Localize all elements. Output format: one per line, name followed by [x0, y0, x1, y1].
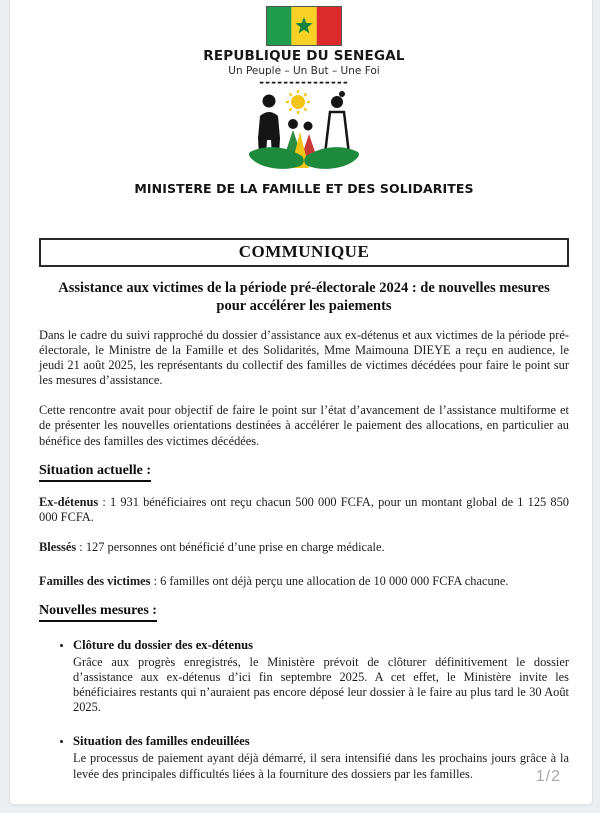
ministry-name: MINISTERE DE LA FAMILLE ET DES SOLIDARITES: [134, 181, 474, 196]
document-title: Assistance aux victimes de la période pré-électorale 2024 : de nouvelles mesures pour accélérer les paiements: [58, 280, 550, 314]
item-ex-detenus: [39, 495, 569, 525]
item-text: : 1 931 bénéficiaires ont reçu chacun 500 000 FCFA, pour un montant global de 1 125 850 000 FCFA.: [39, 494, 569, 524]
letterhead: [39, 6, 569, 196]
item-blesses: [39, 540, 569, 555]
bullet-title: • Situation des familles endeuillées: [73, 734, 250, 749]
section-heading-mesures: Nouvelles mesures :: [39, 602, 569, 622]
document-content: [10, 0, 592, 782]
item-text: : 6 familles ont déjà perçu une allocation de 10 000 000 FCFA chacune.: [150, 573, 509, 588]
item-familles-victimes: [39, 574, 569, 589]
bullet-title: • Clôture du dossier des ex-détenus: [73, 638, 254, 653]
item-label: Ex-détenus: [39, 494, 99, 509]
republic-title: REPUBLIQUE DU SENEGAL: [203, 48, 405, 64]
document-page: [9, 0, 593, 805]
list-item: [73, 734, 569, 781]
item-label: Blessés: [39, 539, 77, 554]
ministry-family-logo-icon: [248, 90, 360, 170]
bullet-text: Le processus de paiement ayant déjà démarré, il sera intensifié dans les prochains jours grâce à la levée des principales difficultés liées à la fourniture des dossiers par les familles.: [73, 751, 569, 781]
separator-dashes: ---------------: [259, 75, 349, 89]
communique-box: [39, 238, 569, 267]
sun-icon: [286, 90, 310, 114]
item-label: Familles des victimes: [39, 573, 151, 588]
section-heading-situation: Situation actuelle :: [39, 462, 569, 482]
list-item: [73, 638, 569, 715]
father-figure: [258, 95, 280, 157]
communique-label: COMMUNIQUE: [238, 242, 370, 261]
measures-list: [39, 638, 569, 782]
page-indicator: 1/2: [535, 768, 561, 785]
objective-paragraph: Cette rencontre avait pour objectif de faire le point sur l’état d’avancement de l’assistance multiforme et de présenter les nouvelles orientations destinées à accélérer le paiement des allocations, en particulier au bénéfice des familles des victimes décédées.: [39, 403, 569, 448]
bullet-text: Grâce aux progrès enregistrés, le Ministère prévoit de clôturer définitivement le dossier d’assistance aux ex-détenus d’ici fin septembre 2025. A cet effet, le Ministère invite les bénéficiaires restants qui n’auraient pas encore déposé leur dossier à le faire au plus tard le 30 Août 2025.: [73, 655, 569, 715]
item-text: : 127 personnes ont bénéficié d’une prise en charge médicale.: [76, 539, 385, 554]
national-motto: Un Peuple – Un But – Une Foi: [228, 65, 380, 77]
mother-figure: [325, 91, 349, 154]
intro-paragraph: Dans le cadre du suivi rapproché du dossier d’assistance aux ex-détenus et aux victimes de la période pré-électorale, le Ministre de la Famille et des Solidarités, Mme Maimouna DIEYE a reçu en audience, le jeudi 21 août 2025, les représentants du collectif des familles de victimes décédées pour faire le point sur les mesures d’assistance.: [39, 328, 569, 388]
senegal-flag-icon: [266, 6, 342, 46]
